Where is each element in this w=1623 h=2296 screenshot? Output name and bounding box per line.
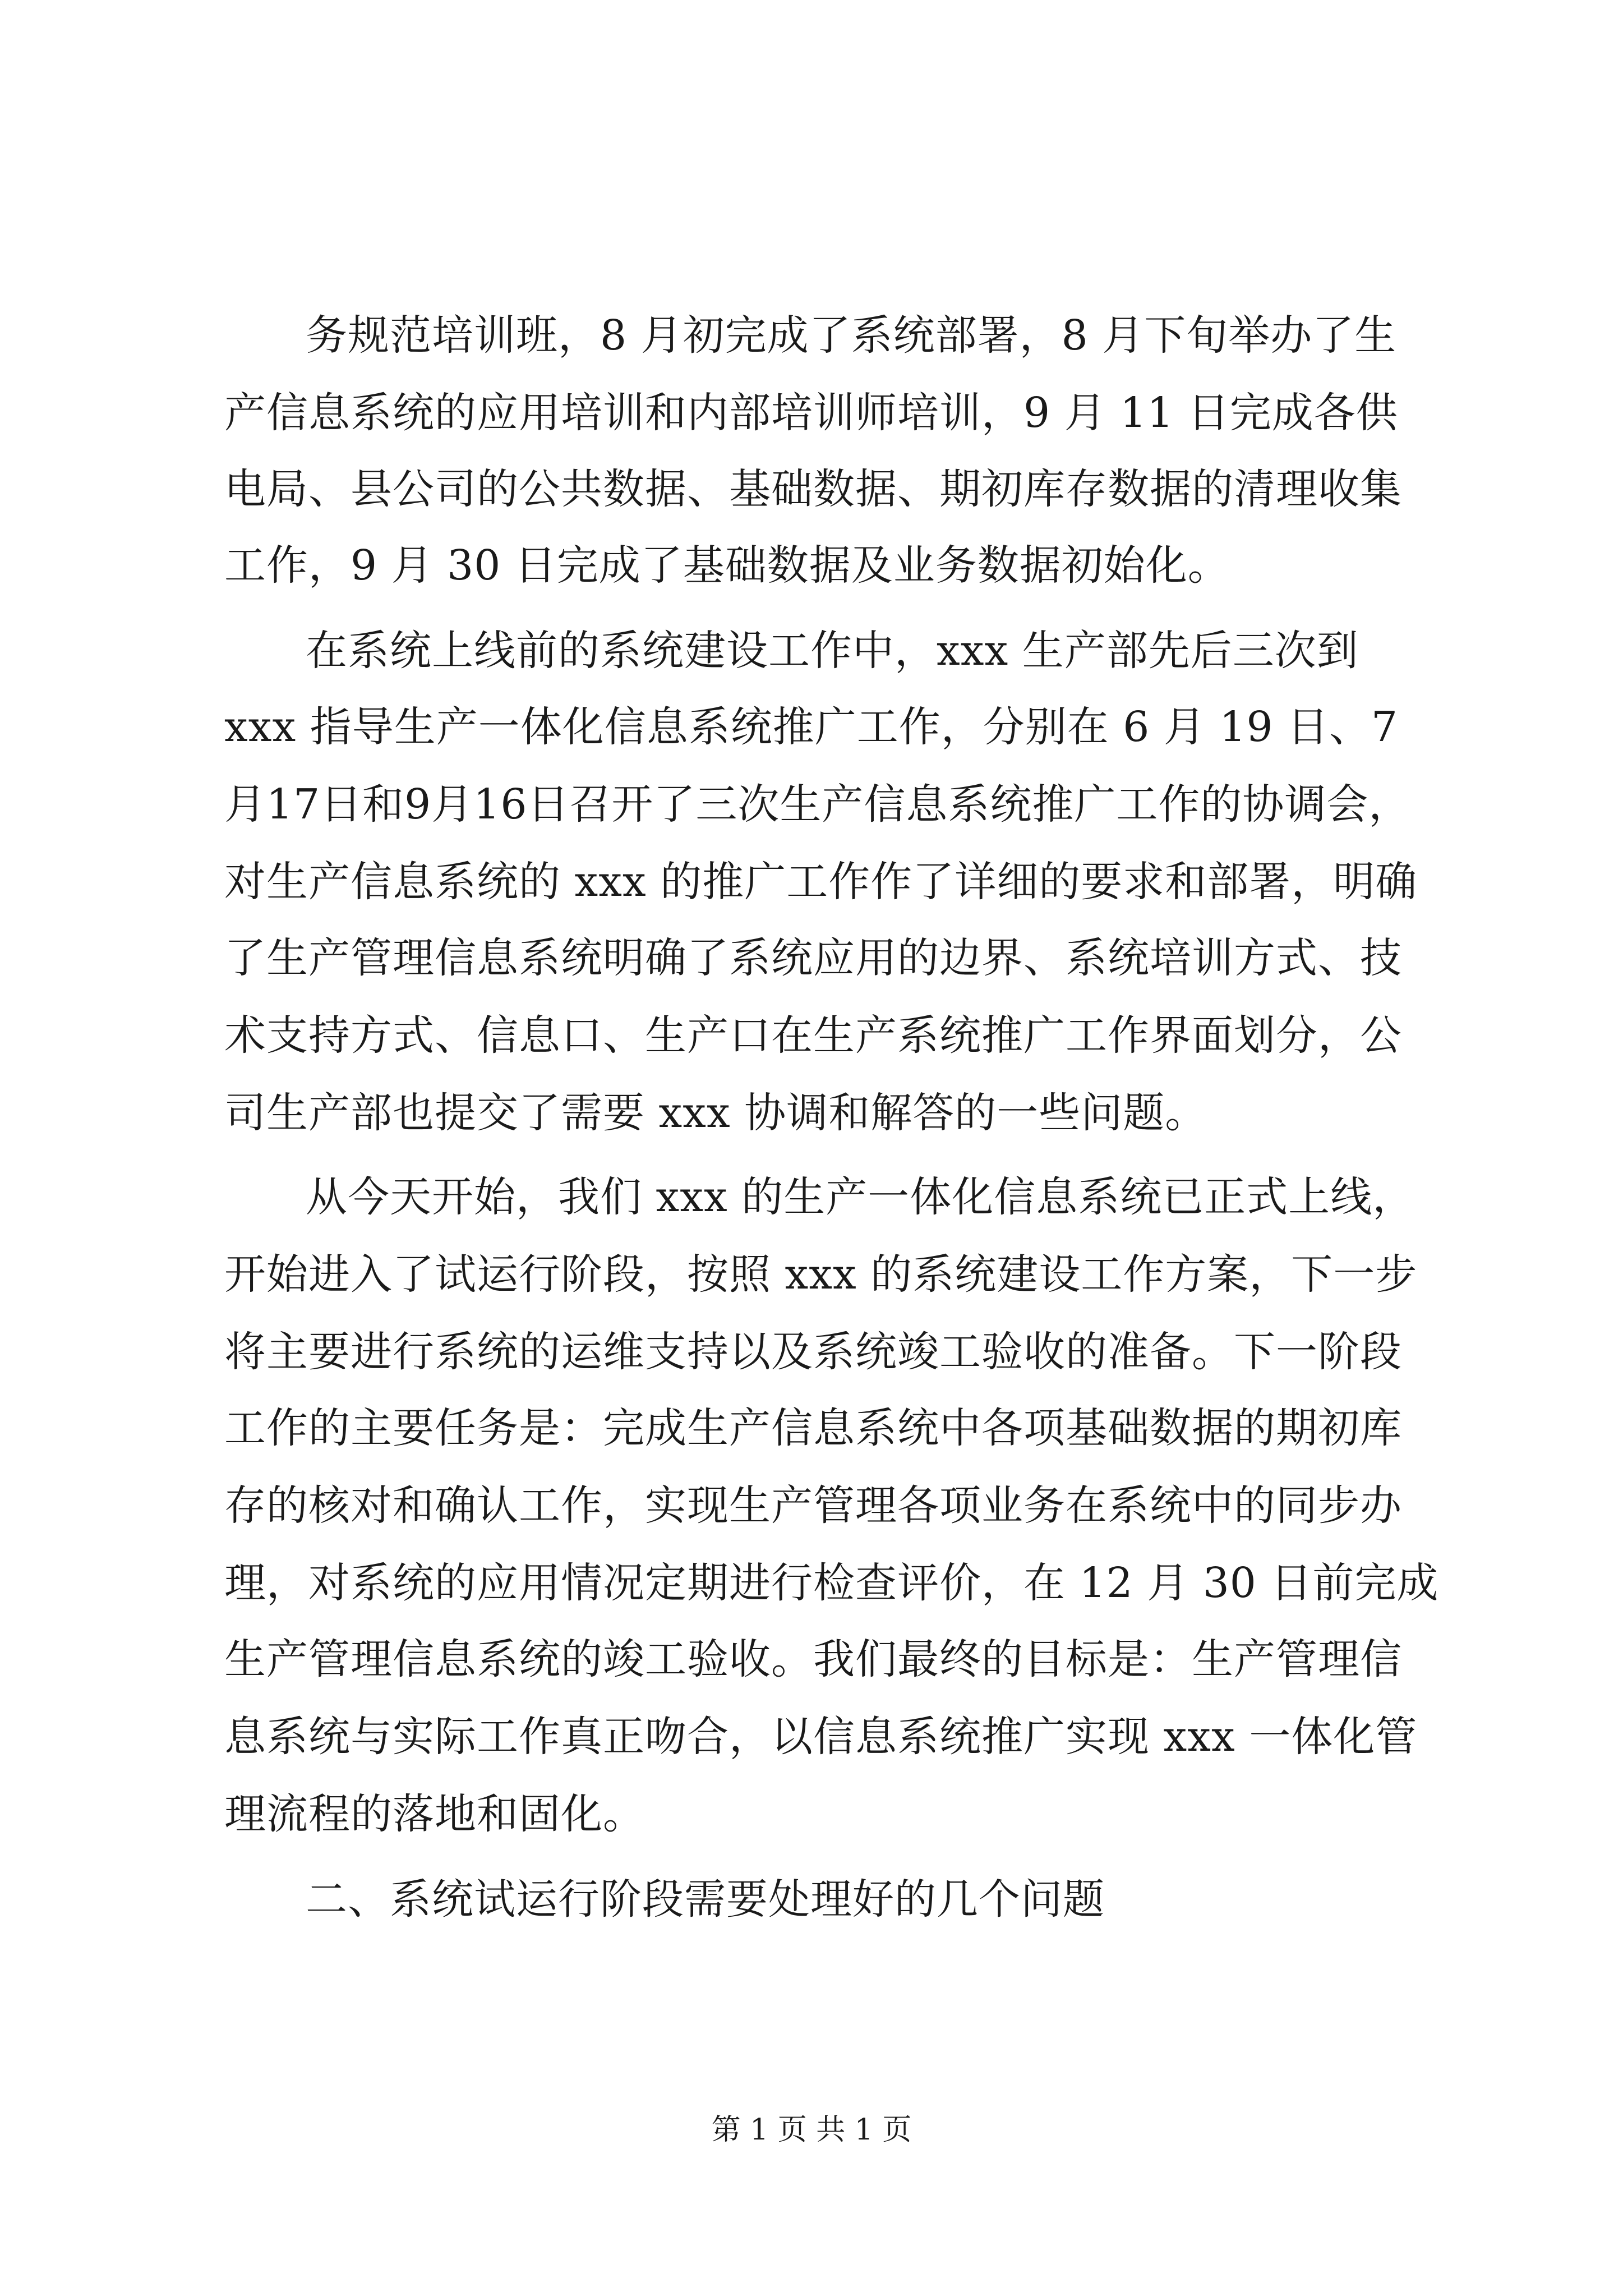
text-line: 司生产部也提交了需要 xxx 协调和解答的一些问题。 <box>224 1089 1207 1137</box>
text-line: 开始进入了试运行阶段，按照 xxx 的系统建设工作方案，下一步 <box>224 1250 1418 1299</box>
text-line: 了生产管理信息系统明确了系统应用的边界、系统培训方式、技 <box>224 934 1402 982</box>
text-line: 工作，9 月 30 日完成了基础数据及业务数据初始化。 <box>224 541 1230 590</box>
section-heading: 二、系统试运行阶段需要处理好的几个问题 <box>306 1875 1105 1924</box>
text-line: 电局、县公司的公共数据、基础数据、期初库存数据的清理收集 <box>224 465 1402 513</box>
text-line: 对生产信息系统的 xxx 的推广工作作了详细的要求和部署，明确 <box>224 858 1418 906</box>
page-number-footer: 第 1 页 共 1 页 <box>711 2113 912 2147</box>
text-line: xxx 指导生产一体化信息系统推广工作，分别在 6 月 19 日、7 <box>224 703 1399 751</box>
text-line: 将主要进行系统的运维支持以及系统竣工验收的准备。下一阶段 <box>224 1328 1402 1376</box>
text-line: 从今天开始，我们 xxx 的生产一体化信息系统已正式上线， <box>306 1173 1415 1221</box>
text-line: 务规范培训班，8 月初完成了系统部署，8 月下旬举办了生 <box>306 311 1397 360</box>
text-line: 在系统上线前的系统建设工作中，xxx 生产部先后三次到 <box>306 627 1359 675</box>
text-line: 产信息系统的应用培训和内部培训师培训，9 月 11 日完成各供 <box>224 389 1398 437</box>
text-line: 理流程的落地和固化。 <box>224 1790 645 1838</box>
text-line: 月17日和9月16日召开了三次生产信息系统推广工作的协调会， <box>224 780 1411 829</box>
text-line: 息系统与实际工作真正吻合，以信息系统推广实现 xxx 一体化管 <box>224 1713 1418 1761</box>
text-line: 术支持方式、信息口、生产口在生产系统推广工作界面划分，公 <box>224 1011 1402 1060</box>
text-line: 工作的主要任务是：完成生产信息系统中各项基础数据的期初库 <box>224 1404 1402 1452</box>
text-line: 存的核对和确认工作，实现生产管理各项业务在系统中的同步办 <box>224 1481 1402 1530</box>
text-line: 理，对系统的应用情况定期进行检查评价，在 12 月 30 日前完成 <box>224 1559 1439 1607</box>
text-line: 生产管理信息系统的竣工验收。我们最终的目标是：生产管理信 <box>224 1635 1402 1683</box>
